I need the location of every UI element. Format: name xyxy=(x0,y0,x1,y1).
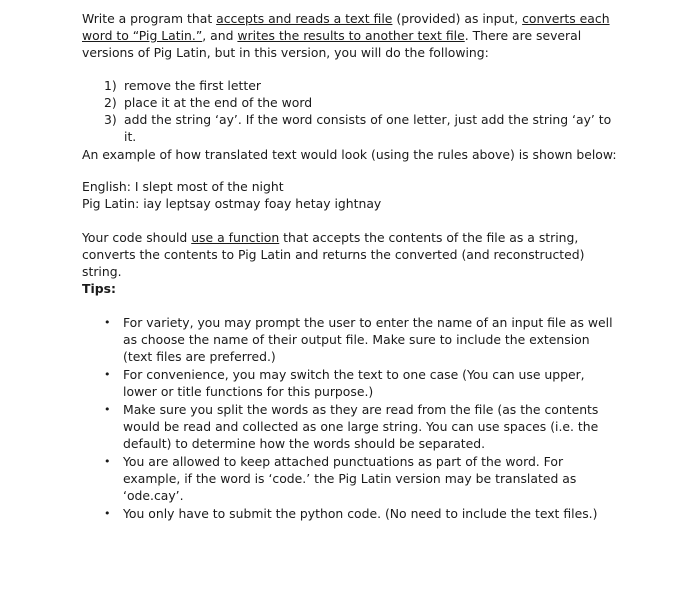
tip-text: You are allowed to keep attached punctuations as part of the word. For example, if the word is ‘code.’ the Pig Latin version may be translated as ‘ode.cay’. xyxy=(123,454,577,503)
step-item xyxy=(104,77,624,94)
intro-underline-convert: converts each word to “Pig Latin.” xyxy=(82,11,610,43)
step-text: remove the first letter xyxy=(124,78,261,93)
step-text: place it at the end of the word xyxy=(124,95,313,110)
tip-item xyxy=(104,453,619,504)
bullet-icon: • xyxy=(104,455,111,468)
intro-text-4: . There are several versions of Pig Latin, but in this version, you will do the following: xyxy=(82,28,582,60)
intro-underline-write: writes the results to another text file xyxy=(237,28,465,43)
tips-list xyxy=(104,314,619,523)
intro-text-2: (provided) as input, xyxy=(392,11,523,26)
bullet-icon: • xyxy=(104,368,111,381)
step-number: 1) xyxy=(104,78,117,93)
step-item xyxy=(104,94,624,111)
example-pig-latin: Pig Latin: iay leptsay ostmay foay hetay ightnay xyxy=(82,196,382,211)
example-english: English: I slept most of the night xyxy=(82,179,284,194)
tip-text: You only have to submit the python code. (No need to include the text files.) xyxy=(123,506,598,521)
intro-underline-read: accepts and reads a text file xyxy=(216,11,393,26)
intro-text-3: , and xyxy=(202,28,238,43)
intro-paragraph xyxy=(82,10,622,61)
intro-text-1: Write a program that xyxy=(82,11,217,26)
step-item xyxy=(104,111,624,144)
tip-text: For variety, you may prompt the user to enter the name of an input file as well as choose the name of their output file. Make sure to include the extension (text files are preferred.) xyxy=(123,315,613,364)
function-underline: use a function xyxy=(191,230,280,245)
tip-text: For convenience, you may switch the text to one case (You can use upper, lower or title functions for this purpose.) xyxy=(123,367,585,399)
tip-item xyxy=(104,314,619,365)
bullet-icon: • xyxy=(104,403,111,416)
step-text: add the string ‘ay’. If the word consists of one letter, just add the string ‘ay’ to it. xyxy=(124,112,612,144)
function-paragraph xyxy=(82,229,622,280)
steps-list xyxy=(104,77,624,144)
tip-item xyxy=(104,505,619,522)
tip-item xyxy=(104,366,619,400)
step-number: 2) xyxy=(104,95,117,110)
tips-heading: Tips: xyxy=(82,281,116,296)
tip-text: Make sure you split the words as they are read from the file (as the contents would be read and collected as one large string. You can use spaces (i.e. the default) to determine how the words should be separated. xyxy=(123,402,599,451)
bullet-icon: • xyxy=(104,316,111,329)
bullet-icon: • xyxy=(104,507,111,520)
function-text-2: that accepts the contents of the file as a string, converts the contents to Pig Latin and returns the converted (and reconstructed) string. xyxy=(82,230,585,279)
example-intro: An example of how translated text would look (using the rules above) is shown below: xyxy=(82,147,617,162)
tip-item xyxy=(104,401,619,452)
function-text-1: Your code should xyxy=(82,230,192,245)
step-number: 3) xyxy=(104,112,117,127)
